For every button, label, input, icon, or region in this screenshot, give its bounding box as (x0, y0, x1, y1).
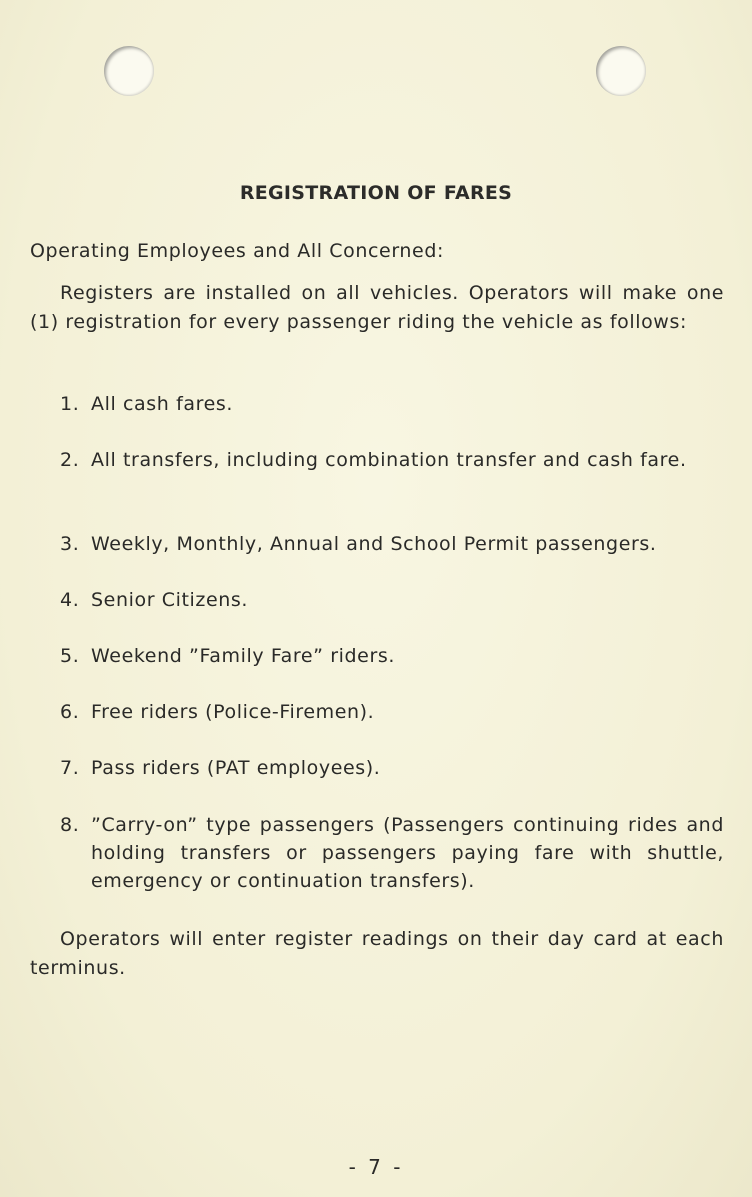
list-item-number: 1. (60, 393, 80, 415)
list-item-text: Pass riders (PAT employees). (91, 757, 381, 779)
list-item (60, 698, 724, 726)
list-item-number: 6. (60, 701, 80, 723)
page-title: REGISTRATION OF FARES (239, 182, 513, 204)
list-item-text: Senior Citizens. (91, 589, 249, 611)
list-item-number: 8. (60, 814, 80, 836)
list-item (60, 530, 724, 558)
list-item-number: 7. (60, 757, 80, 779)
list-item (60, 642, 724, 670)
list-item (60, 446, 724, 474)
list-item-number: 2. (60, 449, 80, 471)
list-item-number: 4. (60, 589, 80, 611)
punch-hole-left (104, 46, 154, 96)
list-item-text: Free riders (Police-Firemen). (91, 701, 375, 723)
intro-paragraph: Registers are installed on all vehicles. Operators will make one (1) registration for every passenger riding the vehicle as follows: (30, 282, 724, 333)
list-item-text: All cash fares. (91, 393, 234, 415)
list-item-text: All transfers, including combination transfer and cash fare. (91, 449, 687, 471)
closing-paragraph: Operators will enter register readings on their day card at each terminus. (30, 928, 724, 979)
list-item-text: Weekly, Monthly, Annual and School Permit passengers. (91, 533, 657, 555)
list-item (60, 390, 724, 418)
list-item (60, 754, 724, 782)
list-item (60, 586, 724, 614)
salutation: Operating Employees and All Concerned: (30, 240, 444, 262)
list-item-text: ”Carry-on” type passengers (Passengers continuing rides and holding transfers or passengers paying fare with shuttle, emergency or continuation transfers). (91, 814, 724, 892)
list-item-number: 5. (60, 645, 80, 667)
list-item-text: Weekend ”Family Fare” riders. (91, 645, 396, 667)
punch-hole-right (596, 46, 646, 96)
page-number: - 7 - (348, 1155, 404, 1179)
list-item (60, 811, 724, 895)
list-item-number: 3. (60, 533, 80, 555)
